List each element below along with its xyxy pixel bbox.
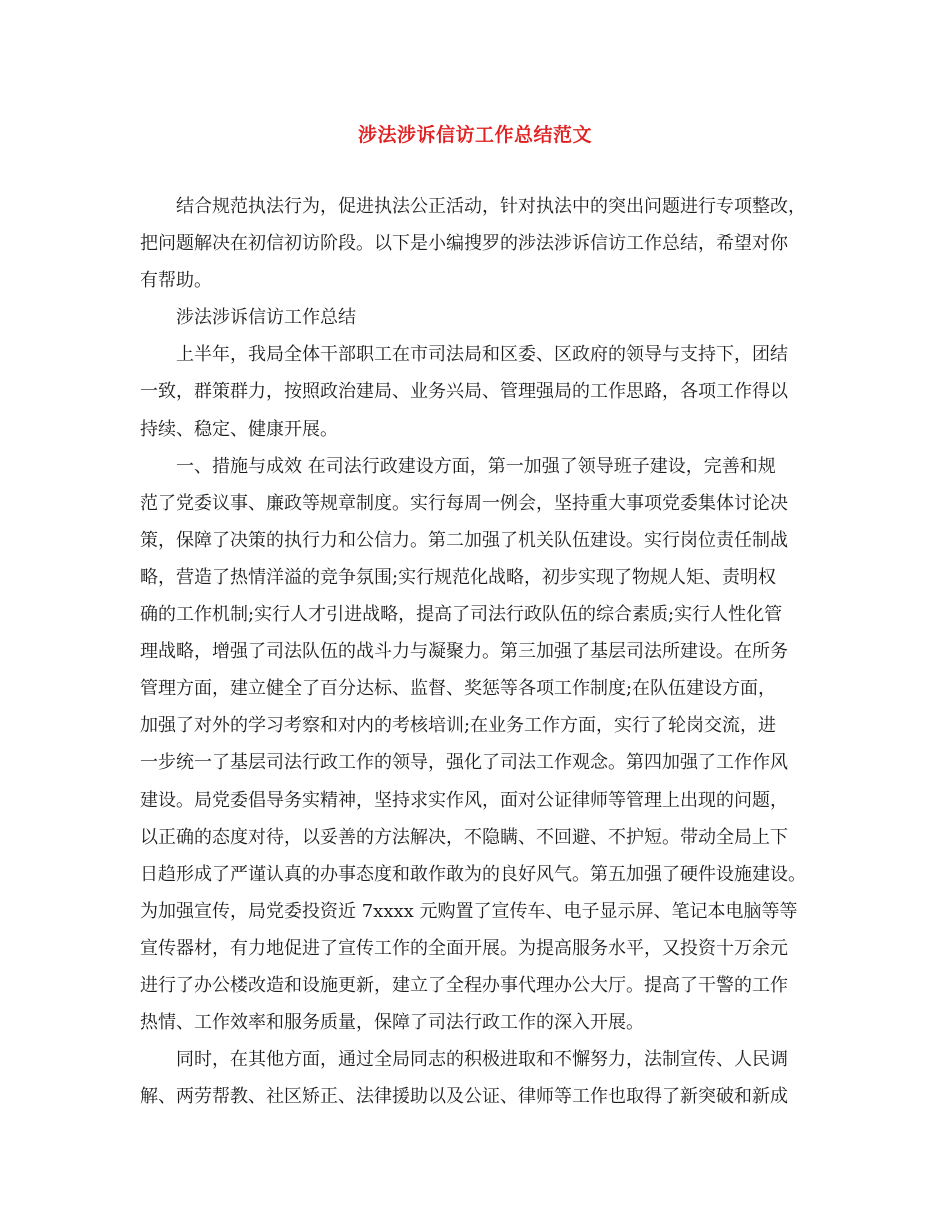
text-line: 热情、工作效率和服务质量，保障了司法行政工作的深入开展。 — [140, 1012, 644, 1034]
text-line: 确的工作机制;实行人才引进战略，提高了司法行政队伍的综合素质;实行人性化管 — [140, 604, 783, 626]
text-line: 同时，在其他方面，通过全局同志的积极进取和不懈努力，法制宣传、人民调 — [176, 1049, 788, 1071]
text-line: 建设。局党委倡导务实精神，坚持求实作风，面对公证律师等管理上出现的问题， — [140, 789, 788, 811]
text-line: 为加强宣传，局党委投资近 7xxxx 元购置了宣传车、电子显示屏、笔记本电脑等等 — [140, 900, 798, 922]
text-line: 以正确的态度对待，以妥善的方法解决，不隐瞒、不回避、不护短。带动全局上下 — [140, 826, 788, 848]
text-line: 略，营造了热情洋溢的竞争氛围;实行规范化战略，初步实现了物规人矩、责明权 — [140, 566, 777, 588]
text-line: 宣传器材，有力地促进了宣传工作的全面开展。为提高服务水平，又投资十万余元 — [140, 937, 788, 959]
text-line: 进行了办公楼改造和设施更新，建立了全程办事代理办公大厅。提高了干警的工作 — [140, 974, 788, 996]
text-line: 管理方面，建立健全了百分达标、监督、奖惩等各项工作制度;在队伍建设方面， — [140, 678, 777, 700]
text-line: 理战略，增强了司法队伍的战斗力与凝聚力。第三加强了基层司法所建设。在所务 — [140, 641, 788, 663]
text-line: 策，保障了决策的执行力和公信力。第二加强了机关队伍建设。实行岗位责任制战 — [140, 529, 788, 551]
text-line: 持续、稳定、健康开展。 — [140, 418, 338, 440]
document-body — [140, 188, 830, 1115]
text-line: 一致，群策群力，按照政治建局、业务兴局、管理强局的工作思路，各项工作得以 — [140, 381, 788, 403]
text-line: 有帮助。 — [140, 270, 212, 292]
text-line: 日趋形成了严谨认真的办事态度和敢作敢为的良好风气。第五加强了硬件设施建设。 — [140, 863, 806, 885]
text-line: 一、措施与成效 在司法行政建设方面，第一加强了领导班子建设，完善和规 — [176, 455, 776, 477]
text-line: 一步统一了基层司法行政工作的领导，强化了司法工作观念。第四加强了工作作风 — [140, 752, 788, 774]
document-title: 涉法涉诉信访工作总结范文 — [357, 124, 592, 146]
text-line: 解、两劳帮教、社区矫正、法律援助以及公证、律师等工作也取得了新突破和新成 — [140, 1086, 788, 1108]
text-line: 范了党委议事、廉政等规章制度。实行每周一例会，坚持重大事项党委集体讨论决 — [140, 492, 788, 514]
text-line: 上半年，我局全体干部职工在市司法局和区委、区政府的领导与支持下，团结 — [176, 344, 788, 366]
text-line: 结合规范执法行为，促进执法公正活动，针对执法中的突出问题进行专项整改， — [176, 196, 806, 217]
text-line: 加强了对外的学习考察和对内的考核培训;在业务工作方面，实行了轮岗交流，进 — [140, 715, 777, 737]
section-heading: 涉法涉诉信访工作总结 — [176, 307, 356, 329]
text-line: 把问题解决在初信初访阶段。以下是小编搜罗的涉法涉诉信访工作总结，希望对你 — [140, 233, 788, 255]
